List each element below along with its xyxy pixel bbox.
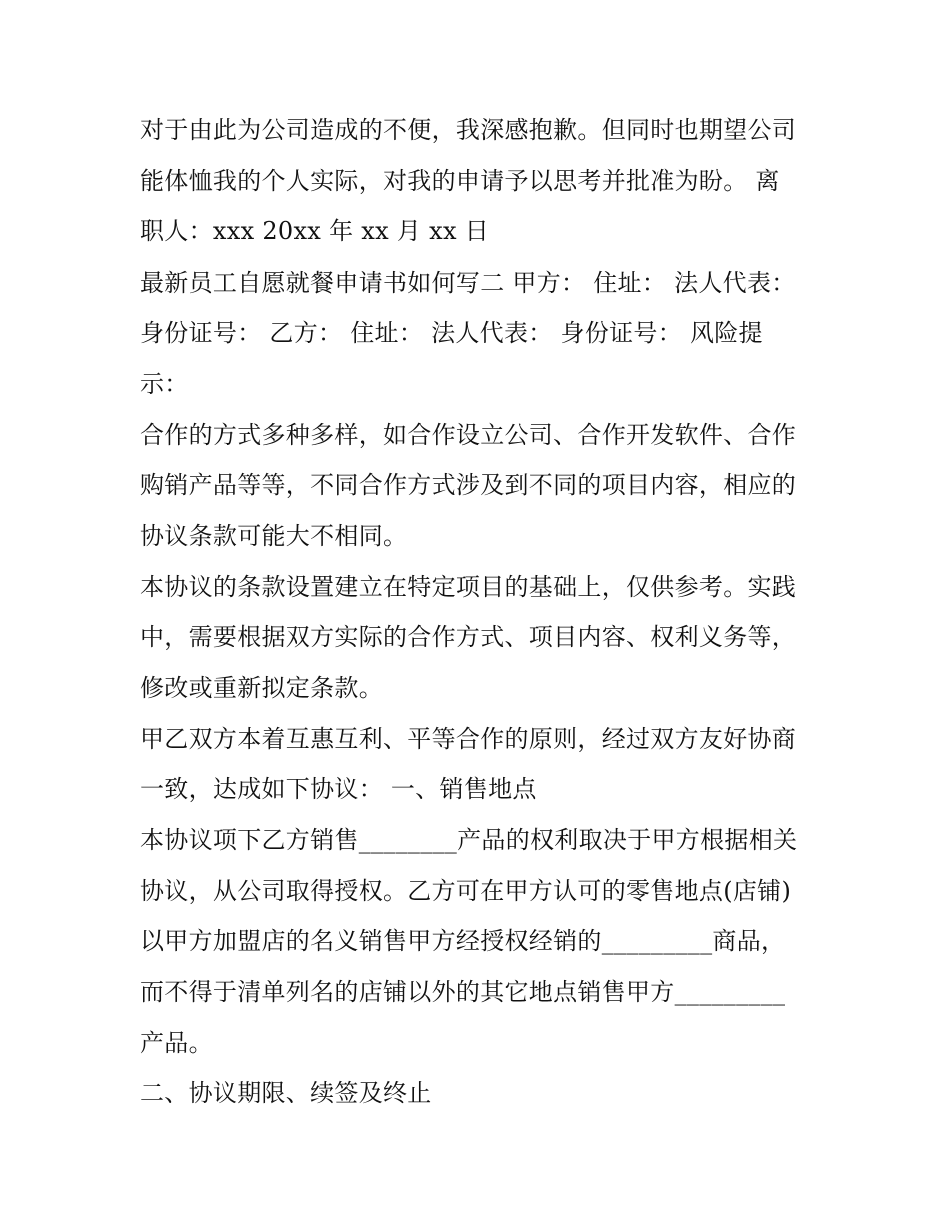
text-line: 一致，达成如下协议： 一、销售地点 bbox=[140, 775, 537, 803]
text-line: 本协议项下乙方销售________产品的权利取决于甲方根据相关 bbox=[140, 826, 798, 854]
text-line: 协议条款可能大不相同。 bbox=[140, 522, 408, 550]
text-line: 中，需要根据双方实际的合作方式、项目内容、权利义务等， bbox=[140, 623, 797, 651]
text-line: 本协议的条款设置建立在特定项目的基础上，仅供参考。实践 bbox=[140, 573, 797, 601]
text-line: 合作的方式多种多样，如合作设立公司、合作开发软件、合作 bbox=[140, 421, 797, 449]
text-line: 而不得于清单列名的店铺以外的其它地点销售甲方_________ bbox=[140, 978, 786, 1006]
text-line: 对于由此为公司造成的不便，我深感抱歉。但同时也期望公司 bbox=[140, 116, 797, 144]
text-line: 身份证号： 乙方： 住址： 法人代表： 身份证号： 风险提 bbox=[140, 319, 763, 347]
text-line: 二、协议期限、续签及终止 bbox=[140, 1079, 432, 1107]
text-line: 能体恤我的个人实际，对我的申请予以思考并批准为盼。 离 bbox=[140, 167, 780, 195]
text-line: 购销产品等等，不同合作方式涉及到不同的项目内容，相应的 bbox=[140, 471, 797, 499]
text-line: 产品。 bbox=[140, 1029, 213, 1057]
text-line: 协议，从公司取得授权。乙方可在甲方认可的零售地点(店铺) bbox=[140, 877, 792, 905]
text-line: 甲乙双方本着互惠互利、平等合作的原则，经过双方友好协商 bbox=[140, 725, 797, 753]
text-line: 修改或重新拟定条款。 bbox=[140, 674, 383, 702]
text-line: 示： bbox=[140, 370, 189, 398]
text-line: 职人：xxx 20xx 年 xx 月 xx 日 bbox=[140, 217, 490, 245]
text-line: 最新员工自愿就餐申请书如何写二 甲方： 住址： 法人代表： bbox=[140, 269, 796, 297]
text-line: 以甲方加盟店的名义销售甲方经授权经销的_________商品， bbox=[140, 927, 786, 955]
